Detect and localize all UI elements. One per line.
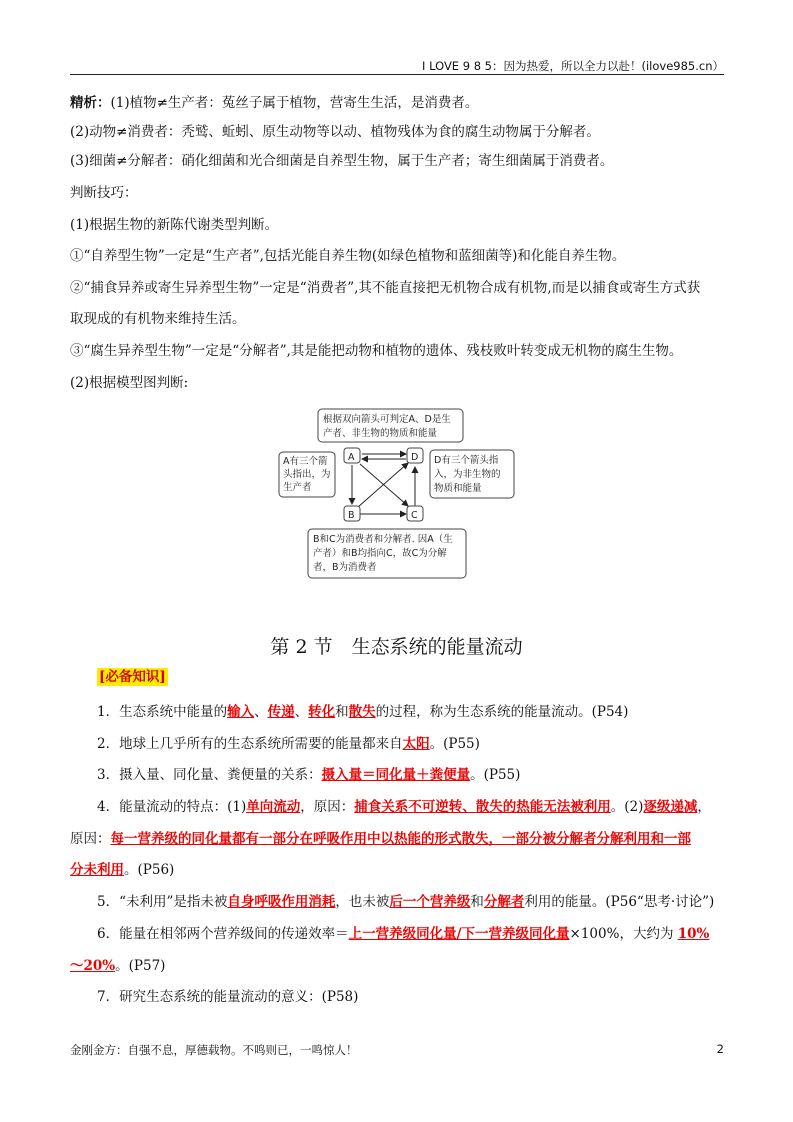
tip-3a: ②“捕食异养或寄生异养型生物”一定是“消费者”,其不能直接把无机物合成有机物,而是以捕食或寄生方式获	[70, 280, 701, 296]
analysis-text-1: (1)植物≠生产者：菟丝子属于植物，营寄生生活，是消费者。	[110, 95, 479, 111]
k2-pre: 2．地球上几乎所有的生态系统所需要的能量都来自	[97, 736, 403, 752]
k6-pre: 6．能量在相邻两个营养级间的传递效率＝	[97, 926, 349, 942]
node-b: B	[348, 510, 355, 521]
k4-mid-2: 。(2)	[610, 799, 644, 815]
k1-sep-3: 和	[335, 704, 349, 720]
k2-answer: 太阳	[402, 736, 430, 752]
k6-post: 。(P57)	[115, 958, 166, 974]
tip-1: (1)根据生物的新陈代谢类型判断。	[70, 217, 279, 233]
k4-post: 。(P56)	[124, 862, 175, 878]
knowledge-1	[97, 703, 757, 721]
knowledge-6-line-2	[70, 957, 730, 975]
k4-answer-d: 每一营养级的同化量都有一部分在呼吸作用中以热能的形式散失，一部分被分解者分解利用和一部	[110, 831, 691, 847]
note-top-line-1: 根据双向箭头可判定A、D是生	[323, 414, 451, 425]
k4-answer-e: 分未利用	[70, 862, 124, 878]
page-header	[70, 58, 724, 75]
k1-sep-2: 、	[294, 704, 309, 720]
note-right-line-3: 物质和能量	[434, 483, 482, 494]
k4-answer-c: 逐级递减	[643, 799, 698, 815]
tip-3b: 取现成的有机物来维持生活。	[70, 311, 246, 327]
knowledge-2	[97, 735, 757, 753]
note-top-line-2: 产者、非生物的物质和能量	[323, 428, 438, 439]
note-left-line-2: 头指出，为	[283, 469, 331, 480]
page-number: 2	[716, 1042, 724, 1056]
k2-post: 。(P55)	[429, 736, 480, 752]
k1-post: 的过程，称为生态系统的能量流动。(P54)	[375, 704, 629, 720]
knowledge-4-line-3	[70, 861, 730, 879]
k6-answer-a: 上一营养级同化量/下一营养级同化量	[348, 926, 570, 942]
note-right-line-1: D有三个箭头指	[434, 455, 499, 466]
k5-mid-1: ，也未被	[335, 894, 390, 910]
k6-answer-c: ～20%	[70, 958, 116, 974]
section-tag: [必备知识]	[99, 669, 166, 685]
k5-post: 利用的能量。(P56“思考·讨论”)	[524, 894, 715, 910]
note-left-line-1: A有三个箭	[283, 456, 328, 467]
page-footer	[70, 1042, 724, 1058]
knowledge-4-line-2	[70, 830, 730, 848]
k3-pre: 3．摄入量、同化量、粪便量的关系：	[97, 767, 322, 783]
k5-answer-c: 分解者	[483, 894, 525, 910]
analysis-line-1	[70, 94, 730, 112]
k6-answer-b: 10%	[677, 926, 710, 942]
footer-motto: 金刚金方：自强不息，厚德载物。不鸣则已，一鸣惊人！	[70, 1043, 358, 1057]
knowledge-4-line-1	[97, 798, 757, 816]
knowledge-6-line-1	[97, 925, 757, 943]
k4-line2-pre: 原因：	[70, 831, 111, 847]
k6-mid-1: ×100%，大约为	[569, 926, 678, 942]
k1-pre: 1．生态系统中能量的	[97, 704, 228, 720]
knowledge-7: 7．研究生态系统的能量流动的意义：(P58)	[97, 989, 359, 1005]
analysis-label: 精析：	[70, 95, 111, 111]
tip-2: ①“自养型生物”一定是“生产者”,包括光能自养生物(如绿色植物和蓝细菌等)和化能自养生物。	[70, 248, 626, 264]
k4-answer-b: 捕食关系不可逆转、散失的热能无法被利用	[354, 799, 611, 815]
k4-answer-a: 单向流动	[246, 799, 301, 815]
k1-answer-d: 散失	[348, 704, 376, 720]
k4-mid-3: ，	[697, 799, 711, 815]
k3-answer: 摄入量＝同化量＋粪便量	[321, 767, 471, 783]
note-bottom-line-2: 产者）和B均指向C，故C为分解	[313, 548, 447, 559]
tip-4: ③“腐生异养型生物”一定是“分解者”,其是能把动物和植物的遗体、残枝败叶转变成无机物的腐生生物。	[70, 343, 683, 359]
k1-answer-b: 传递	[267, 704, 295, 720]
note-left-line-3: 生产者	[283, 482, 312, 493]
k3-post: 。(P55)	[470, 767, 521, 783]
k5-answer-b: 后一个营养级	[389, 894, 471, 910]
note-bottom-line-1: B和C为消费者和分解者. 因A（生	[313, 534, 453, 545]
ecosystem-model-diagram	[278, 406, 538, 582]
k5-answer-a: 自身呼吸作用消耗	[227, 894, 336, 910]
section-title: 第 2 节 生态系统的能量流动	[270, 636, 523, 658]
tips-heading: 判断技巧：	[70, 185, 138, 201]
k4-mid-1: ，原因：	[300, 799, 355, 815]
k1-answer-a: 输入	[227, 704, 255, 720]
node-d: D	[411, 452, 419, 463]
k4-pre: 4．能量流动的特点：(1)	[97, 799, 247, 815]
k5-mid-2: 和	[470, 894, 484, 910]
knowledge-5	[97, 893, 757, 911]
note-bottom-line-3: 者，B为消费者	[313, 562, 377, 573]
analysis-line-2: (2)动物≠消费者：秃鹫、蚯蚓、原生动物等以动、植物残体为食的腐生动物属于分解者。	[70, 124, 600, 140]
k1-answer-c: 转化	[308, 704, 336, 720]
note-right-line-2: 入，为非生物的	[434, 469, 501, 480]
header-text: I LOVE 9 8 5：因为热爱，所以全力以赴！(ilove985.cn）	[422, 59, 724, 73]
knowledge-3	[97, 766, 757, 784]
node-a: A	[348, 452, 355, 463]
k5-pre: 5．“未利用”是指未被	[97, 894, 228, 910]
tip-5: (2)根据模型图判断:	[70, 375, 189, 391]
node-c: C	[411, 510, 418, 521]
k1-sep-1: 、	[254, 704, 268, 720]
analysis-line-3: (3)细菌≠分解者：硝化细菌和光合细菌是自养型生物，属于生产者；寄生细菌属于消费者。	[70, 153, 614, 169]
